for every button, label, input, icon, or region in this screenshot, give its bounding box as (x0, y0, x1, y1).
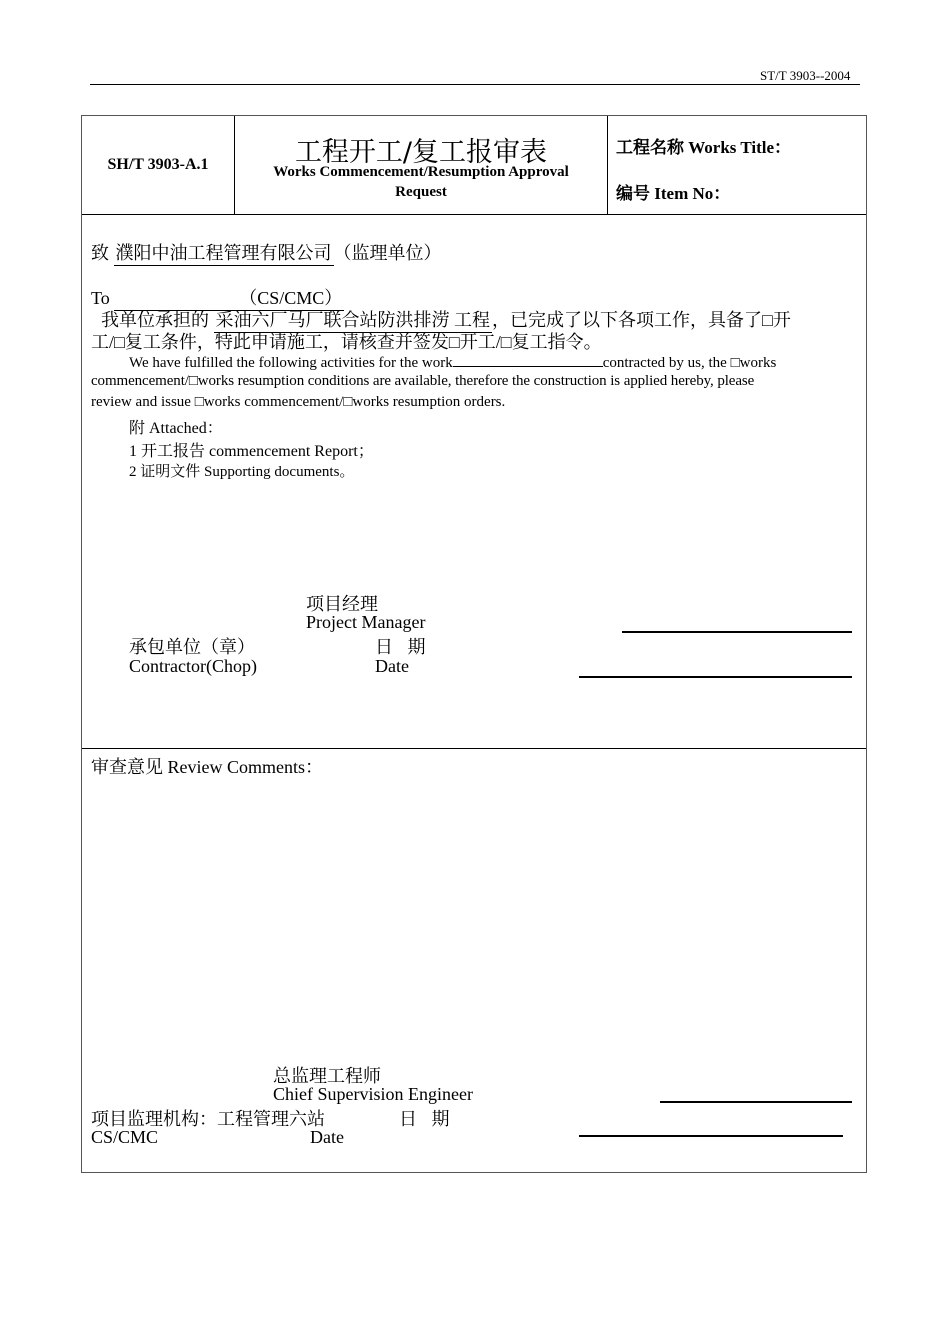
to-en: To (91, 288, 110, 308)
to-line-cn (91, 239, 442, 266)
header-divider-2 (607, 116, 608, 215)
para-en-line3: review and issue □works commencement/□works resumption orders. (91, 394, 506, 410)
form-title-en-2: Request (395, 184, 447, 200)
para-cn-line1: 我单位承担的 采油六厂马厂联合站防洪排涝 工程 ，已完成了以下各项工作，具备了□开 (101, 306, 791, 333)
chief-signature-line (660, 1101, 852, 1103)
pm-label-en: Project Manager (306, 612, 426, 632)
pm-label-cn: 项目经理 (306, 594, 378, 614)
review-top-rule (82, 748, 866, 749)
form-title-cn: 工程开工/复工报审表 (294, 137, 548, 168)
supervisor-suffix: （监理单位） (333, 243, 442, 263)
project-name: 采油六厂马厂联合站防洪排涝 工程 (214, 306, 493, 333)
form-code: SH/T 3903-A.1 (107, 156, 209, 173)
works-title-label: 工程名称 Works Title： (616, 138, 792, 157)
to-prefix: 致 (91, 243, 109, 263)
item-no-label: 编号 Item No： (616, 184, 731, 203)
contractor-date-line (579, 676, 852, 678)
supervision-org-en: CS/CMC (91, 1127, 159, 1147)
review-date-en: Date (310, 1127, 344, 1147)
form-title-en-1: Works Commencement/Resumption Approval (273, 164, 569, 180)
review-date-line (579, 1135, 843, 1137)
contractor-date-en: Date (375, 656, 409, 676)
contractor-date-cn: 日 期 (375, 637, 426, 657)
page-header-rule (90, 84, 860, 85)
para-cn-line2: 工/□复工条件，特此申请施工，请核查并签发□开工/□复工指令。 (91, 332, 602, 352)
chief-engineer-en: Chief Supervision Engineer (273, 1084, 473, 1104)
work-blank (453, 352, 603, 367)
contractor-label-en: Contractor(Chop) (129, 656, 257, 676)
review-comments-label: 审查意见 Review Comments： (91, 757, 323, 777)
header-bottom-rule (82, 214, 866, 215)
chief-engineer-cn: 总监理工程师 (273, 1066, 381, 1086)
supervision-org-cn: 项目监理机构：工程管理六站 (91, 1109, 325, 1129)
contractor-label-cn: 承包单位（章） (129, 637, 255, 657)
page-header-code: ST/T 3903--2004 (760, 68, 851, 83)
para-en-line1: We have fulfilled the following activities for the work contracted by us, the □works (129, 352, 776, 372)
pm-signature-line (622, 631, 852, 633)
attached-label: 附 Attached： (129, 420, 223, 437)
para-en-line2: commencement/□works resumption conditions are available, therefore the construction is applied hereby, please (91, 373, 755, 389)
supervisor-name: 濮阳中油工程管理有限公司 (114, 239, 334, 266)
attachment-2: 2 证明文件 Supporting documents。 (129, 464, 355, 480)
cs-cmc-field: （CS/CMC） (114, 284, 344, 311)
attachment-1: 1 开工报告 commencement Report； (129, 443, 374, 460)
review-date-cn: 日 期 (399, 1109, 450, 1129)
